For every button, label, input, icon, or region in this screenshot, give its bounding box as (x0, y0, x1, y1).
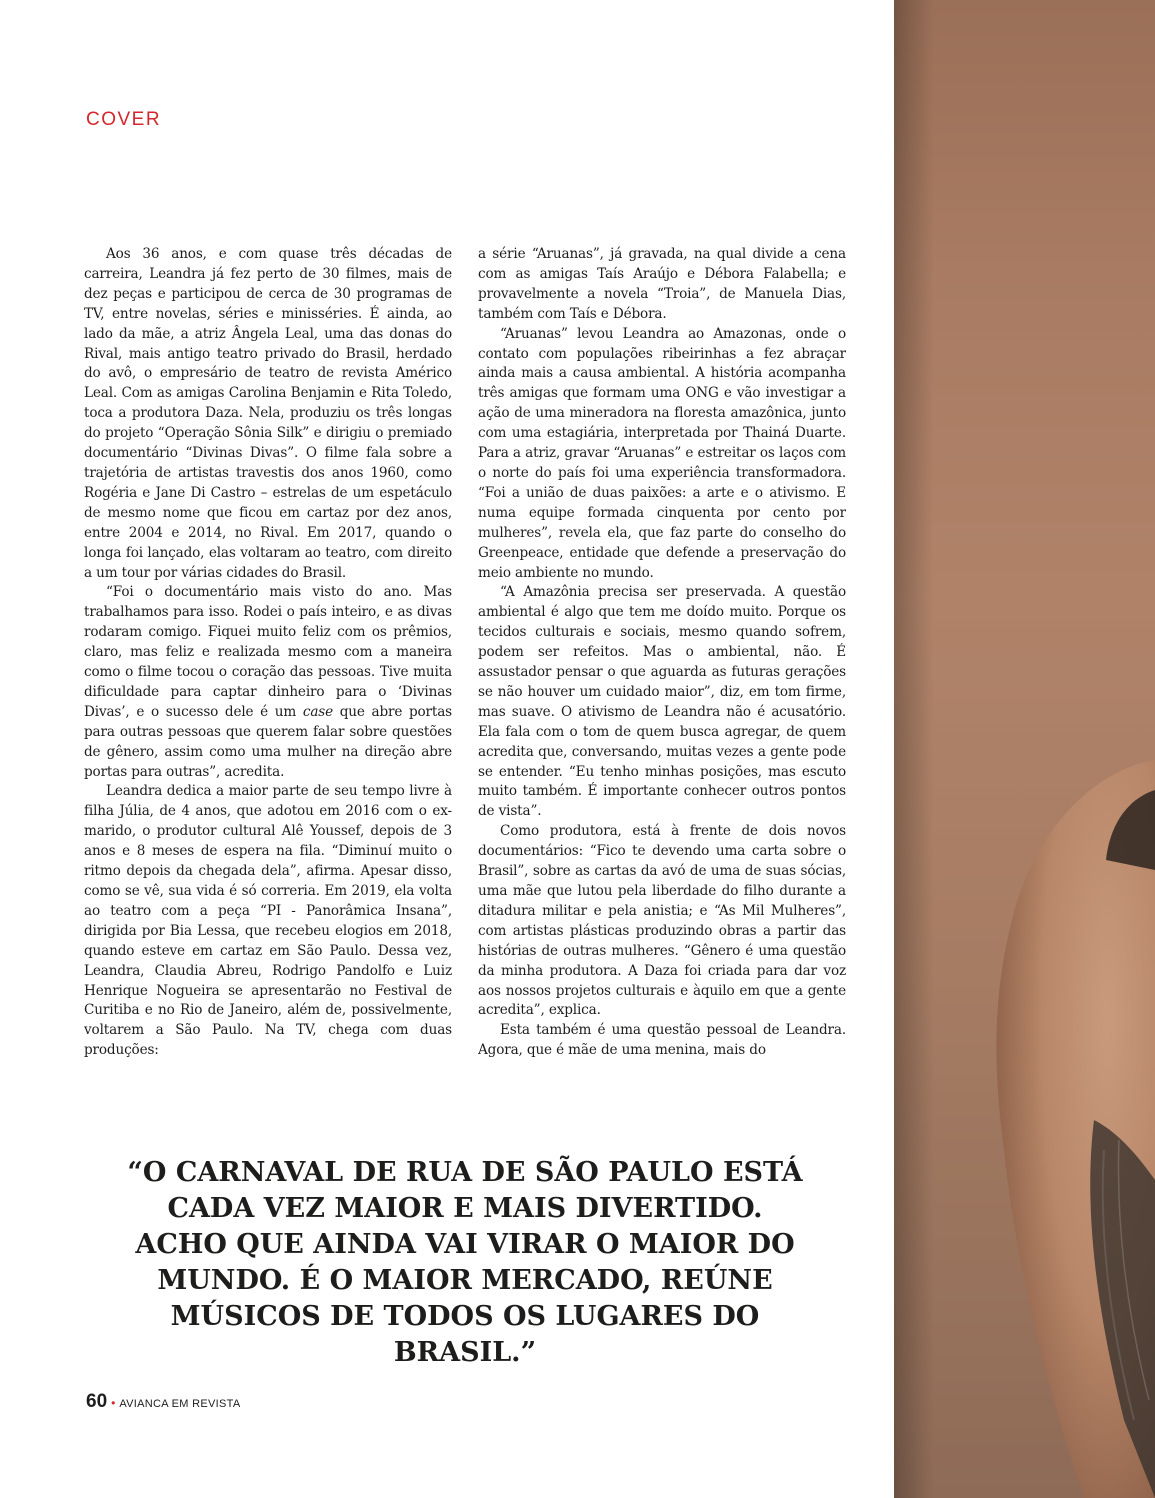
footer-separator: • (111, 1396, 116, 1410)
italic-term: case (302, 703, 333, 720)
shoulder-silhouette (894, 0, 1155, 1498)
paragraph: a série “Aruanas”, já gravada, na qual divide a cena com as amigas Taís Araújo e Débora Falabella; e provavelmente a novela “Troia”, de Manuela Dias, também com Taís e Débora. (478, 246, 846, 322)
publication-name: AVIANCA EM REVISTA (119, 1398, 241, 1410)
cover-photo (894, 0, 1155, 1498)
paragraph: Aos 36 anos, e com quase três décadas de carreira, Leandra já fez perto de 30 filmes, mais de dez peças e participou de cerca de 30 programas de TV, entre novelas, séries e minisséries. É ainda, ao lado da mãe, a atriz Ângela Leal, uma das donas do Rival, mais antigo teatro privado do Brasil, herdado do avô, o empresário de teatro de revista Américo Leal. Com as amigas Carolina Benjamin e Rita Toledo, toca a produtora Daza. Nela, produziu os três longas do projeto “Operação Sônia Silk” e dirigiu o premiado documentário “Divinas Divas”. O filme fala sobre a trajetória de artistas travestis dos anos 1960, como Rogéria e Jane Di Castro – estrelas de um espetáculo de mesmo nome que ficou em cartaz por dez anos, entre 2004 e 2014, no Rival. Em 2017, quando o longa foi lançado, elas voltaram ao teatro, com direito a um tour por várias cidades do Brasil. (84, 246, 452, 581)
article-column-left (84, 245, 452, 1061)
page-number: 60 (86, 1391, 108, 1412)
section-label: COVER (86, 109, 162, 130)
article-column-right (478, 245, 846, 1061)
paragraph: Como produtora, está à frente de dois novos documentários: “Fico te devendo uma carta sobre o Brasil”, sobre as cartas da avó de uma de suas sócias, uma mãe que lutou pela liberdade do filho durante a ditadura militar e pela anistia; e “As Mil Mulheres”, com artistas plásticas produzindo obras a partir das histórias de outras mulheres. “Gênero é uma questão da minha produtora. A Daza foi criada para dar voz aos nossos projetos culturais e àquilo em que a gente acredita”, explica. (478, 823, 846, 1019)
paragraph: “Aruanas” levou Leandra ao Amazonas, onde o contato com populações ribeirinhas a fez abraçar ainda mais a causa ambiental. A história acompanha três amigas que formam uma ONG e vão investigar a ação de uma mineradora na floresta amazônica, junto com uma estagiária, interpretada por Thainá Duarte. Para a atriz, gravar “Aruanas” e estreitar os laços com o norte do país foi uma experiência transformadora. “Foi a união de duas paixões: a arte e o ativismo. E numa equipe formada cinquenta por cento por mulheres”, revela ela, que faz parte do conselho do Greenpeace, entidade que defende a preservação do meio ambiente no mundo. (478, 325, 846, 581)
paragraph: Leandra dedica a maior parte de seu tempo livre à filha Júlia, de 4 anos, que adotou em 2016 com o ex-marido, o produtor cultural Alê Youssef, depois de 3 anos e 8 meses de espera na fila. “Diminuí muito o ritmo depois da chegada dela”, afirma. Apesar disso, como se vê, sua vida é só correria. Em 2019, ela volta ao teatro com a peça “PI - Panorâmica Insana”, dirigida por Bia Lessa, que recebeu elogios em 2018, quando esteve em cartaz em São Paulo. Dessa vez, Leandra, Claudia Abreu, Rodrigo Pandolfo e Luiz Henrique Nogueira se apresentarão no Festival de Curitiba e no Rio de Janeiro, além de, possivelmente, voltarem a São Paulo. Na TV, chega com duas produções: (84, 783, 452, 1059)
paragraph: Esta também é uma questão pessoal de Leandra. Agora, que é mãe de uma menina, mais do (478, 1022, 846, 1059)
paragraph: “A Amazônia precisa ser preservada. A questão ambiental é algo que tem me doído muito. Porque os tecidos culturais e sociais, mesmo quando sofrem, podem ser refeitos. Mas o ambiental, não. É assustador pensar o que aguarda as futuras gerações se não houver um cuidado maior”, diz, em tom firme, mas suave. O ativismo de Leandra não é acusatório. Ela fala com o tom de quem busca agregar, de quem acredita que, conversando, muitas vezes a gente pode se entender. “Eu tenho minhas posições, mas escuto muito também. É importante conhecer outros pontos de vista”. (478, 584, 846, 820)
page-footer (86, 1391, 240, 1413)
pull-quote: “O CARNAVAL DE RUA DE SÃO PAULO ESTÁ CADA VEZ MAIOR E MAIS DIVERTIDO. ACHO QUE AINDA VAI VIRAR O MAIOR DO MUNDO. É O MAIOR MERCADO, REÚNE MÚSICOS DE TODOS OS LUGARES DO BRASIL.” (127, 1157, 803, 1368)
paragraph: “Foi o documentário mais visto do ano. Mas trabalhamos para isso. Rodei o país inteiro, e as divas rodaram comigo. Fiquei muito feliz com os prêmios, claro, mas feliz e realizada mesmo com a maneira como o filme tocou o coração das pessoas. Tive muita dificuldade para captar dinheiro para o ‘Divinas Divas’, e o sucesso dele é um case que abre portas para outras pessoas que querem falar sobre questões de gênero, assim como uma mulher na direção abre portas para outras”, acredita. (84, 584, 452, 780)
